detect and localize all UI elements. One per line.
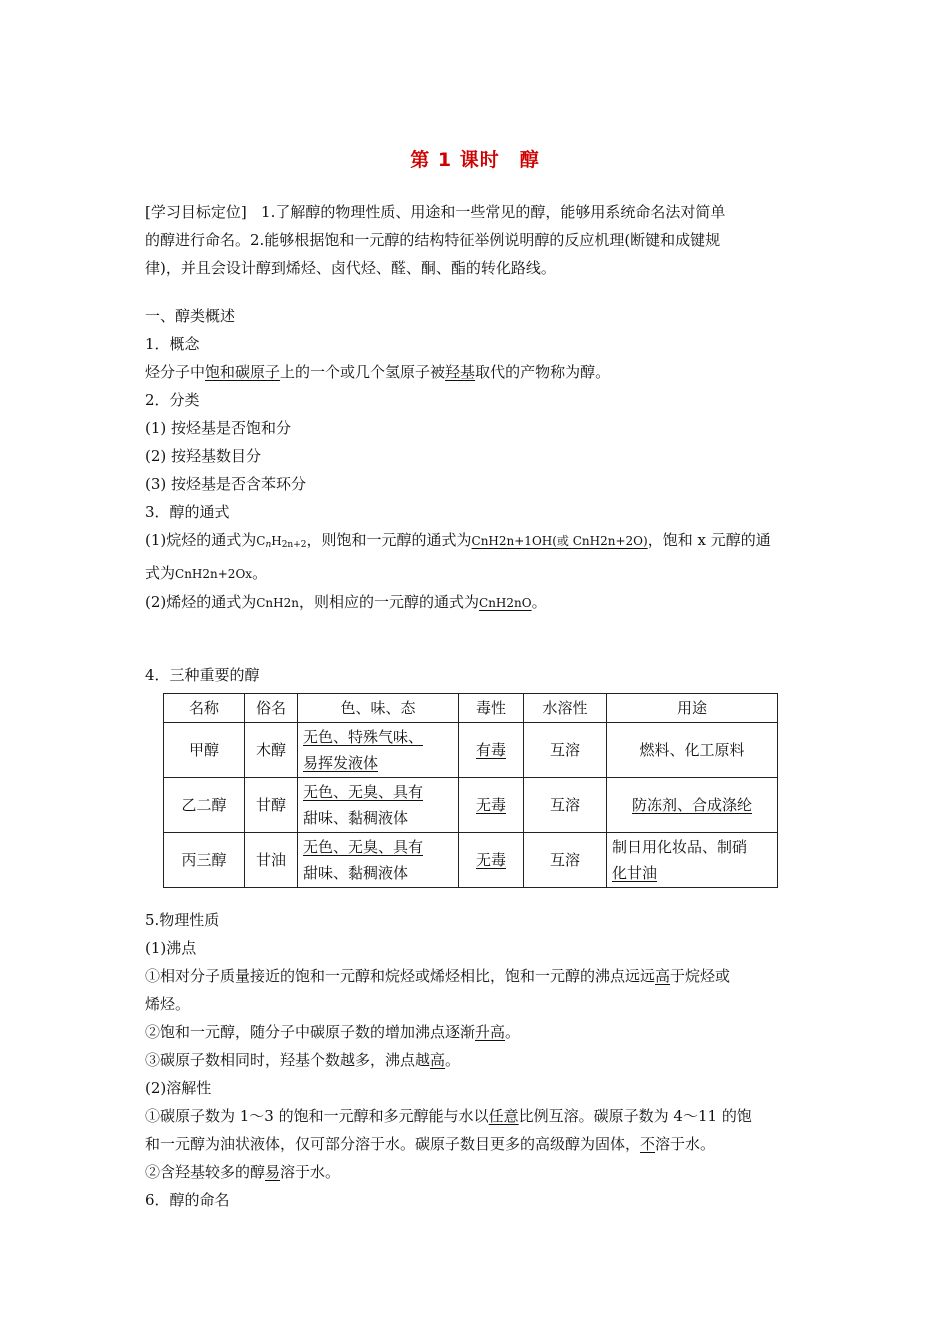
classify-heading: 2．分类 — [145, 391, 200, 409]
cell-solubility: 互溶 — [524, 778, 607, 833]
solubility-1 — [145, 1102, 810, 1158]
col-header-alias: 俗名 — [245, 694, 298, 723]
cell-state-a: 无色、特殊气味、 — [303, 728, 424, 746]
cell-use-b: 化甘油 — [612, 864, 658, 882]
cell-solubility: 互溶 — [524, 833, 607, 888]
cell-state — [298, 723, 459, 778]
formula-l1-pre: (1)烷烃的通式为 — [145, 531, 257, 549]
cell-state-a: 无色、无臭、具有 — [303, 783, 424, 801]
formula-l2-pre: 式为 — [145, 564, 176, 582]
objectives-text-b: 的醇进行命名。2.能够根据饱和一元醇的结构特征举例说明醇的反应机理(断键和成键规 — [145, 231, 721, 249]
cell-use-text: 防冻剂、合成涤纶 — [631, 796, 752, 814]
cell-name: 乙二醇 — [164, 778, 245, 833]
bp2-a: ②饱和一元醇，随分子中碳原子数的增加沸点逐渐 — [145, 1023, 476, 1041]
blank-any-ratio: 任意 — [488, 1107, 519, 1125]
bp1-c: 烯烃。 — [145, 995, 191, 1013]
cell-state-b: 甜味、黏稠液体 — [303, 864, 409, 882]
table-row — [164, 778, 778, 833]
blank-saturated-alcohol-formula: CnH2n+1OH(或 CnH2n+2O) — [471, 534, 648, 548]
formula-l3-post: 。 — [531, 593, 547, 611]
blank-rise: 升高 — [475, 1023, 506, 1041]
solubility-2 — [145, 1158, 810, 1186]
formula-l1-post: ，饱和 x 元醇的通 — [647, 531, 771, 549]
blank-higher: 高 — [655, 967, 671, 985]
concept-heading: 1．概念 — [145, 335, 200, 353]
blank-saturated-carbon: 饱和碳原子 — [205, 363, 281, 381]
s2-b: 溶于水。 — [280, 1163, 341, 1181]
s1-b: 比例互溶。碳原子数为 4～11 的饱 — [518, 1107, 752, 1125]
cell-solubility: 互溶 — [524, 723, 607, 778]
cell-toxicity — [459, 833, 524, 888]
blank-high: 高 — [430, 1051, 446, 1069]
formula-l3-mid: ，则相应的一元醇的通式为 — [299, 593, 480, 611]
table-row — [164, 723, 778, 778]
alkene-formula: CnH2n — [256, 596, 299, 610]
boiling-point-2 — [145, 1018, 810, 1046]
section-heading: 一、醇类概述 — [145, 307, 236, 325]
bp2-b: 。 — [505, 1023, 521, 1041]
bp1-b: 于烷烃或 — [670, 967, 731, 985]
boiling-point-3 — [145, 1046, 810, 1074]
cell-alias: 甘油 — [245, 833, 298, 888]
concept-mid: 上的一个或几个氢原子被 — [280, 363, 446, 381]
cell-use — [607, 778, 778, 833]
objectives-paragraph — [145, 198, 810, 282]
s2-a: ②含羟基较多的醇 — [145, 1163, 266, 1181]
bp3-a: ③碳原子数相同时，羟基个数越多，沸点越 — [145, 1051, 431, 1069]
objectives-text-a: 1.了解醇的物理性质、用途和一些常见的醇，能够用系统命名法对简单 — [261, 203, 726, 221]
blank-alkenol-formula: CnH2nO — [479, 596, 532, 610]
alkane-formula-h: H — [271, 534, 282, 548]
blank-easily: 易 — [265, 1163, 281, 1181]
formula-heading: 3．醇的通式 — [145, 503, 230, 521]
formula-line-1 — [145, 526, 810, 559]
polyol-formula: CnH2n+2Ox — [175, 567, 253, 581]
cell-state-b: 易挥发液体 — [303, 754, 379, 772]
solubility-heading: (2)溶解性 — [145, 1079, 212, 1097]
cell-toxicity-text: 无毒 — [475, 851, 506, 869]
s1-d: 溶于水。 — [655, 1135, 716, 1153]
boiling-heading: (1)沸点 — [145, 939, 197, 957]
s1-a: ①碳原子数为 1～3 的饱和一元醇和多元醇能与水以 — [145, 1107, 489, 1125]
classify-item-3: (3) 按烃基是否含苯环分 — [145, 475, 307, 493]
cell-state-b: 甜味、黏稠液体 — [303, 809, 409, 827]
cell-toxicity — [459, 778, 524, 833]
cell-toxicity — [459, 723, 524, 778]
cell-state — [298, 778, 459, 833]
physical-heading: 5.物理性质 — [145, 911, 220, 929]
cell-toxicity-text: 有毒 — [475, 741, 506, 759]
alkane-formula: C — [256, 534, 266, 548]
objectives-text-c: 律)，并且会设计醇到烯烃、卤代烃、醛、酮、酯的转化路线。 — [145, 259, 556, 277]
table-row — [164, 833, 778, 888]
formula-line-2 — [145, 559, 810, 588]
cell-alias: 木醇 — [245, 723, 298, 778]
alcohols-table — [163, 693, 778, 888]
cell-use — [607, 833, 778, 888]
col-header-name: 名称 — [164, 694, 245, 723]
formula-l2-post: 。 — [252, 564, 268, 582]
naming-heading: 6．醇的命名 — [145, 1191, 230, 1209]
concept-post: 取代的产物称为醇。 — [475, 363, 611, 381]
col-header-toxicity: 毒性 — [459, 694, 524, 723]
bp3-b: 。 — [445, 1051, 461, 1069]
content-body — [145, 198, 810, 1214]
classify-item-2: (2) 按羟基数目分 — [145, 447, 262, 465]
concept-text — [145, 358, 810, 386]
cell-toxicity-text: 无毒 — [475, 796, 506, 814]
boiling-point-1 — [145, 962, 810, 1018]
concept-pre: 烃分子中 — [145, 363, 206, 381]
alkane-formula-sub-n: n — [265, 540, 272, 550]
cell-name: 丙三醇 — [164, 833, 245, 888]
cell-alias: 甘醇 — [245, 778, 298, 833]
cell-state-a: 无色、无臭、具有 — [303, 838, 424, 856]
classify-item-1: (1) 按烃基是否饱和分 — [145, 419, 292, 437]
formula-l3-pre: (2)烯烃的通式为 — [145, 593, 257, 611]
page-title: 第 1 课时 醇 — [410, 149, 540, 171]
formula-line-3 — [145, 588, 810, 617]
cell-name: 甲醇 — [164, 723, 245, 778]
alkane-formula-sub-h: 2n+2 — [281, 540, 307, 550]
blank-not: 不 — [640, 1135, 656, 1153]
col-header-solubility: 水溶性 — [524, 694, 607, 723]
col-header-use: 用途 — [607, 694, 778, 723]
s1-c: 和一元醇为油状液体，仅可部分溶于水。碳原子数目更多的高级醇为固体， — [145, 1135, 641, 1153]
important-heading: 4．三种重要的醇 — [145, 666, 260, 684]
cell-use: 燃料、化工原料 — [607, 723, 778, 778]
bp1-a: ①相对分子质量接近的饱和一元醇和烷烃或烯烃相比，饱和一元醇的沸点远远 — [145, 967, 656, 985]
col-header-state: 色、味、态 — [298, 694, 459, 723]
cell-state — [298, 833, 459, 888]
table-header-row — [164, 694, 778, 723]
cell-use-a: 制日用化妆品、制硝 — [612, 838, 748, 856]
formula-l1-mid: ，则饱和一元醇的通式为 — [306, 531, 472, 549]
objectives-label: [学习目标定位] — [145, 203, 247, 221]
blank-hydroxyl: 羟基 — [445, 363, 476, 381]
